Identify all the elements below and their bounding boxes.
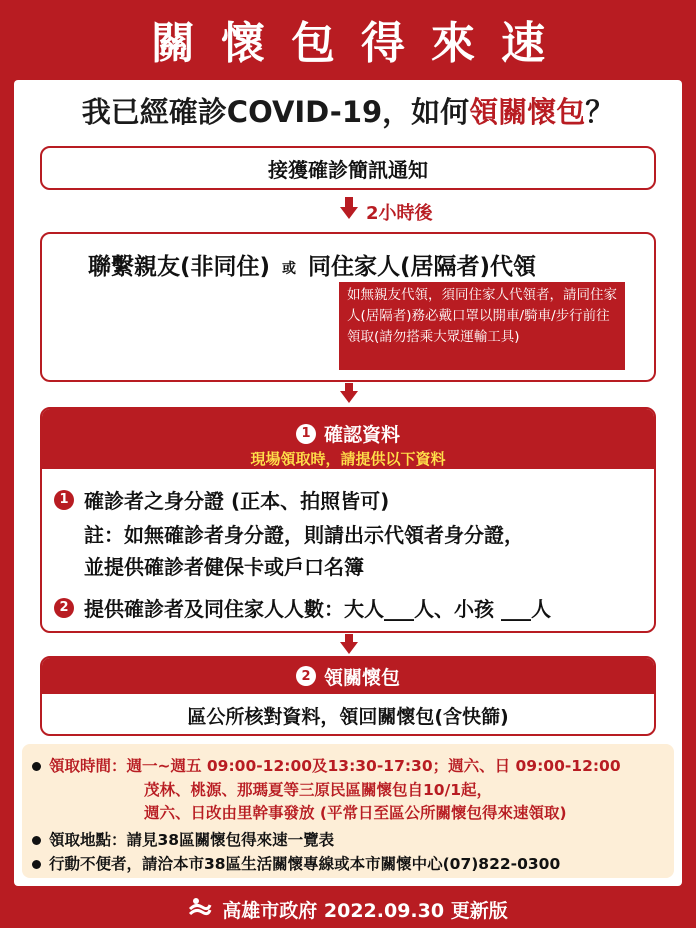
arrow-label-2hours: 2小時後 bbox=[366, 203, 433, 224]
receive-body: 區公所核對資料，領回關懷包(含快篩) bbox=[187, 705, 509, 728]
confirm-item-count bbox=[54, 593, 551, 622]
info-time-note1: 茂林、桃源、那瑪夏等三原民區關懷包自10/1起， bbox=[144, 781, 493, 799]
pickup-note: 如無親友代領，須同住家人代領者，請同住家人(居隔者)務必戴口罩以開車/騎車/步行前往領取(請勿搭乘大眾運輸工具) bbox=[339, 282, 625, 370]
footer bbox=[0, 890, 696, 928]
pickup-or: 或 bbox=[282, 260, 297, 277]
pickup-options-box bbox=[40, 232, 656, 382]
confirm-item-id bbox=[54, 485, 389, 514]
footer-text: 高雄市政府 2022.09.30 更新版 bbox=[222, 899, 508, 922]
info-time-note2: 週六、日改由里幹事發放 (平常日至區公所關懷包得來速領取) bbox=[144, 804, 567, 822]
headline-accent: 領關懷包 bbox=[469, 95, 586, 129]
headline-prefix: 我已經確診COVID-19，如何 bbox=[81, 95, 470, 129]
info-disabled bbox=[32, 852, 560, 874]
arrow-down-icon bbox=[340, 197, 358, 217]
info-disabled-text: 行動不便者，請洽本市38區生活關懷專線或本市關懷中心(07)822-0300 bbox=[49, 855, 561, 873]
step-notify-box bbox=[40, 146, 656, 190]
headline-suffix: ？ bbox=[585, 95, 615, 129]
info-place-text: 領取地點：請見38區關懷包得來速一覽表 bbox=[49, 831, 335, 849]
pickup-option-family: 同住家人(居隔者)代領 bbox=[308, 254, 537, 280]
confirm-item-count-text: 提供確診者及同住家人人數：大人___人、小孩 ___人 bbox=[84, 597, 551, 621]
receive-title: 領關懷包 bbox=[323, 666, 400, 689]
confirm-note-line2: 並提供確診者健保卡或戶口名簿 bbox=[84, 555, 364, 579]
confirm-item-id-text: 確診者之身分證 (正本、拍照皆可) bbox=[84, 489, 390, 513]
receive-header bbox=[42, 658, 654, 694]
info-place bbox=[32, 828, 334, 850]
arrow-down-icon bbox=[340, 383, 358, 403]
item-number-badge: 1 bbox=[54, 490, 74, 510]
info-time bbox=[32, 754, 621, 776]
confirm-note-line1: 註：如無確診者身分證，則請出示代領者身分證， bbox=[84, 523, 524, 547]
info-time-label: 領取時間： bbox=[49, 757, 127, 775]
bullet-icon bbox=[32, 762, 41, 771]
confirm-info-box bbox=[40, 407, 656, 633]
info-time-value: 週一~週五 09:00-12:00及13:30-17:30；週六、日 09:00-12:00 bbox=[126, 757, 621, 775]
bullet-icon bbox=[32, 860, 41, 869]
confirm-subtitle: 現場領取時，請提供以下資料 bbox=[250, 450, 446, 468]
step-number-badge: 1 bbox=[296, 424, 316, 444]
headline bbox=[0, 92, 696, 132]
pickup-option-friends: 聯繫親友(非同住) bbox=[88, 254, 271, 280]
kaohsiung-logo-icon bbox=[188, 895, 212, 924]
confirm-title: 確認資料 bbox=[323, 424, 400, 446]
confirm-header bbox=[42, 409, 654, 469]
banner-title: 關懷包得來速 bbox=[151, 18, 571, 69]
arrow-down-icon bbox=[340, 634, 358, 654]
step-notify-label: 接獲確診簡訊通知 bbox=[268, 157, 428, 182]
item-number-badge: 2 bbox=[54, 598, 74, 618]
bullet-icon bbox=[32, 836, 41, 845]
info-panel bbox=[22, 744, 674, 878]
receive-box bbox=[40, 656, 656, 736]
step-number-badge: 2 bbox=[296, 666, 316, 686]
pickup-options-row bbox=[88, 248, 536, 281]
